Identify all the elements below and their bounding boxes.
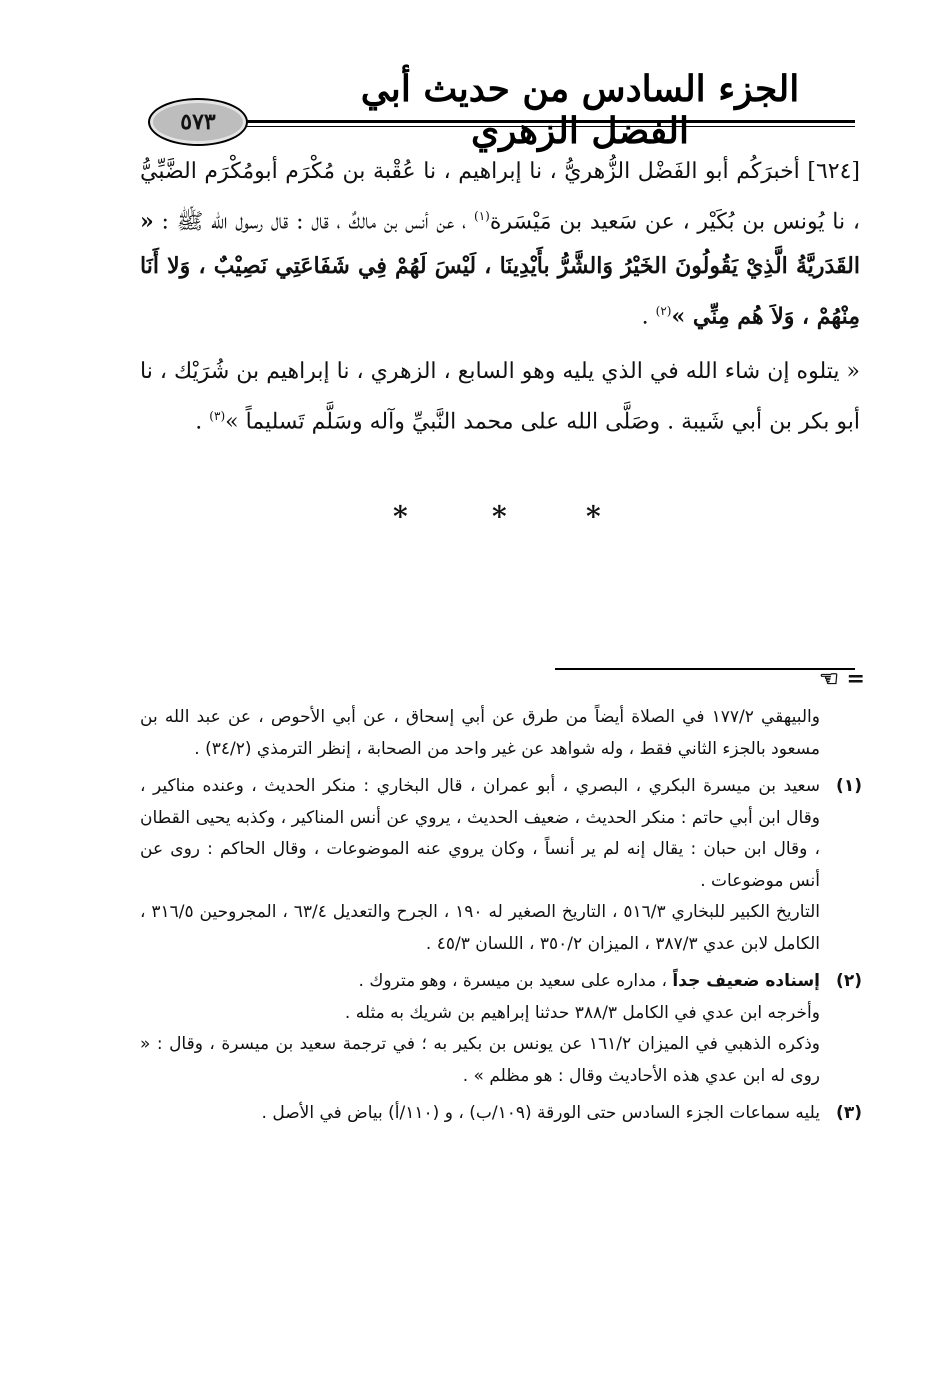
footnote-ref-2[interactable]: (٢) (655, 304, 672, 319)
footnote-text: ، مداره على سعيد بن ميسرة ، وهو متروك . (358, 971, 668, 991)
footnote-2 (140, 966, 862, 1092)
section-separator (0, 500, 943, 540)
footnote-number: (١) (836, 776, 862, 796)
page-number-badge (148, 98, 248, 146)
star-glyph: * (492, 500, 507, 533)
footnotes (140, 702, 862, 1136)
footnote-text: سعيد بن ميسرة البكري ، البصري ، أبو عمران ، قال البخاري : منكر الحديث ، وعنده مناكير ، وقال ابن أبي حاتم : منكر الحديث ، ضعيف الحديث ، يروي عن أنس المناكير ، وكذبه يحيى القطان ، وقال ابن حبان : يقال إنه لم ير أنساً ، وكان يروي عنه الموضوعات ، وقال الحاكم : روى عن أنس موضوعات . (140, 776, 820, 891)
footnote-3 (140, 1098, 862, 1130)
grading-text: إسناده ضعيف جداً (672, 971, 820, 991)
isnad-text-2: ، عن أنس بن مالكٌ ، قال : قال رسول الله ﷺ : (161, 209, 467, 235)
footnote-line: وذكره الذهبي في الميزان ١٦١/٢ عن يونس بن بكير به ؛ في ترجمة سعيد بن ميسرة ، وقال : « روى له ابن عدي هذه الأحاديث وقال : هو مظلم » . (140, 1034, 821, 1086)
star-glyph: * (393, 500, 408, 533)
footnote-1 (140, 771, 862, 960)
footnote-continuation-text: والبيهقي ١٧٧/٢ في الصلاة أيضاً من طرق عن أبي إسحاق ، عن أبي الأحوص ، عن عبد الله بن مسعود بالجزء الثاني فقط ، وله شواهد عن غير واحد من الصحابة ، إنظر الترمذي (٣٤/٢) . (140, 707, 820, 759)
footnote-line (140, 966, 820, 998)
hadith-matn: « القَدَريَّةُ الَّذِيْ يَقُولُونَ الخَيْرُ وَالشَّرُّ بأَيْدِينَا ، لَيْسَ لَهُمْ فِي شَفَاعَتِي نَصِيْبٌ ، وَلا أَنَا مِنْهُمْ ، وَلاَ هُم مِنِّي » (140, 208, 860, 330)
continuation-mark: = ☜ (819, 666, 865, 692)
page-number: ٥٧٣ (180, 109, 216, 135)
sentence-end: . (641, 304, 649, 330)
footnote-sources: التاريخ الكبير للبخاري ٥١٦/٣ ، التاريخ الصغير له ١٩٠ ، الجرح والتعديل ٦٣/٤ ، المجروحين ٣١٦/٥ ، الكامل لابن عدي ٣٨٧/٣ ، الميزان ٣٥٠/٢ ، اللسان ٤٥/٣ . (140, 902, 820, 954)
hadith-paragraph (140, 150, 860, 340)
main-text (140, 150, 860, 444)
closing-end: . (195, 408, 203, 434)
footnote-number: (٣) (836, 1103, 862, 1123)
footnote-ref-3[interactable]: (٣) (209, 408, 226, 423)
footnote-number: (٢) (836, 971, 862, 991)
header-rule (215, 120, 855, 123)
isnad-text: [٦٢٤] أخبرَكُم أبو الفَضْل الزُّهريُّ ، نا إبراهيم ، نا عُقْبة بن مُكْرَم أبومُكْرَم الضَّبِّيُّ ، نا يُونس بن بُكَيْر ، عن سَعيد بن مَيْسَرة (140, 159, 860, 235)
closing-text: « يتلوه إن شاء الله في الذي يليه وهو السابع ، الزهري ، نا إبراهيم بن شُرَيْك ، نا أبو بكر بن أبي شَيبة . وصَلَّى الله على محمد النَّبيِّ وآله وسَلَّم تَسليماً » (140, 358, 860, 434)
footnote-continuation (140, 702, 862, 765)
running-header-title: الجزء السادس من حديث أبي الفضل الزهري (360, 68, 800, 152)
star-glyph: * (586, 500, 601, 533)
header-rule-thin (215, 126, 855, 127)
closing-paragraph (140, 350, 860, 444)
footnote-line: وأخرجه ابن عدي في الكامل ٣٨٨/٣ حدثنا إبراهيم بن شريك به مثله . (344, 1002, 820, 1023)
footnote-text: يليه سماعات الجزء السادس حتى الورقة (١٠٩/ب) ، و (١١٠/أ) بياض في الأصل . (261, 1103, 820, 1123)
footnote-ref-1[interactable]: (١) (474, 209, 490, 223)
